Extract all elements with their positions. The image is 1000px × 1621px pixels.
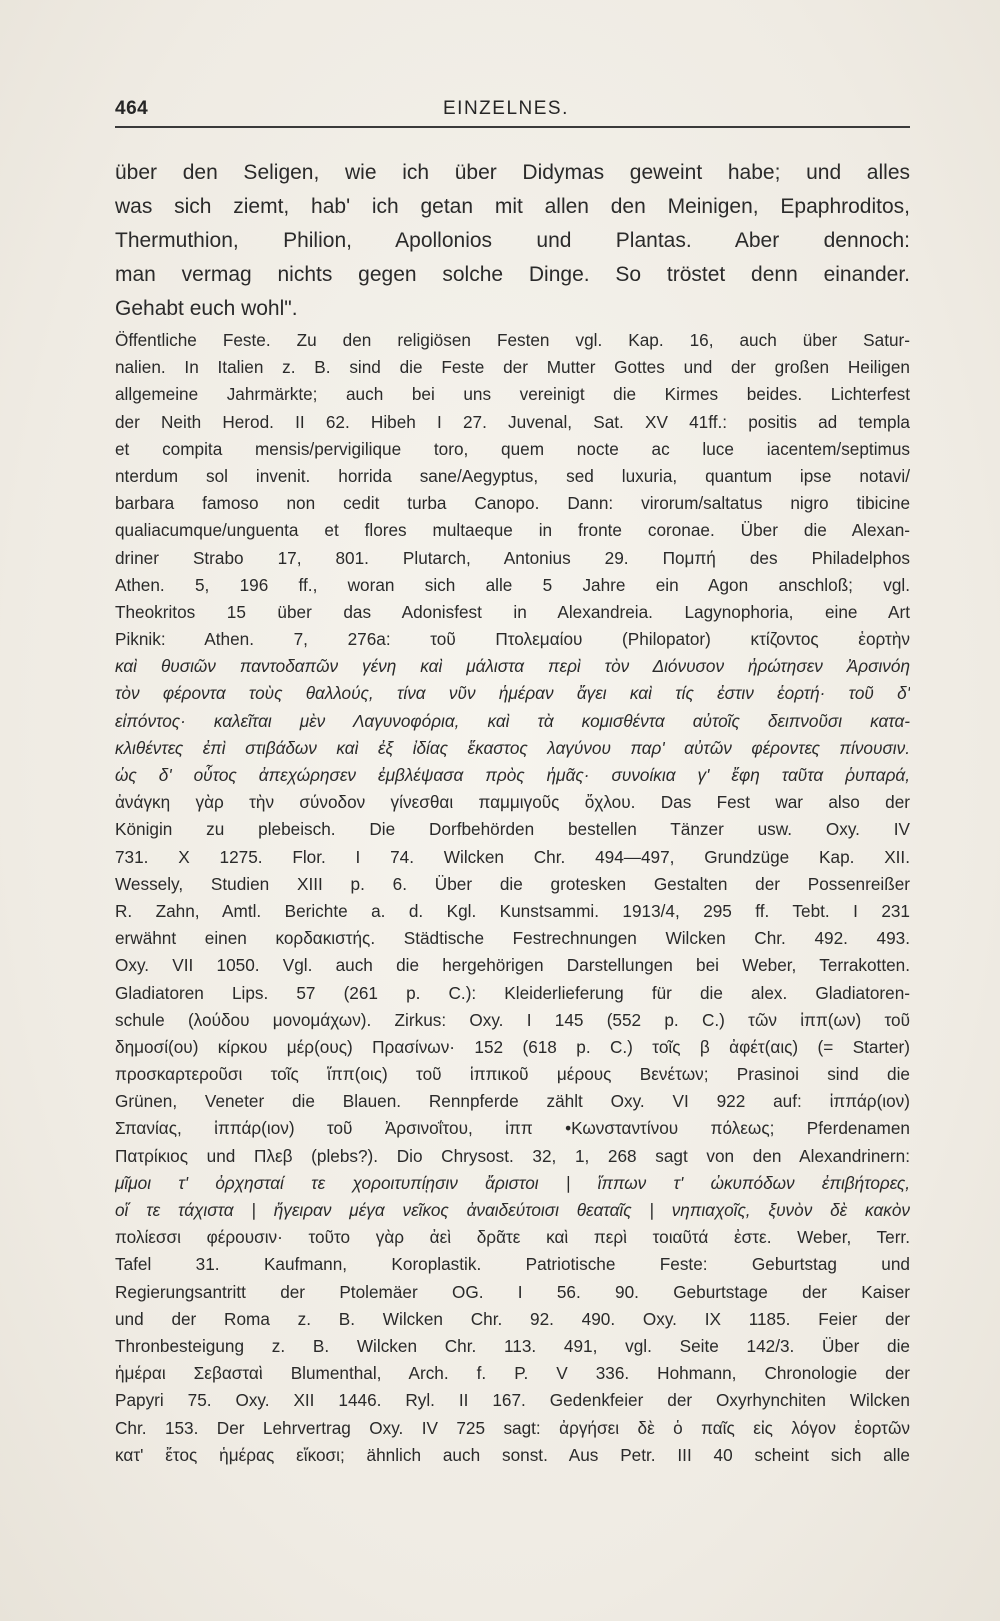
text-line: Σπανίας, ἱππάρ(ιον) τοῦ Ἀρσινοΐτου, ἱππ •Κωνσταντίνου πόλεως; Pferdenamen — [115, 1118, 910, 1139]
body-text — [115, 156, 910, 1469]
text-line: ἡμέραι Σεβασταὶ Blumenthal, Arch. f. P. V 336. Hohmann, Chronologie der — [115, 1363, 910, 1384]
text-line: Oxy. VII 1050. Vgl. auch die hergehörigen Darstellungen bei Weber, Terrakotten. — [115, 955, 910, 976]
text-line: ἀνάγκη γὰρ τὴν σύνοδον γίνεσθαι παμμιγοῦς ὄχλου. Das Fest war also der — [115, 792, 910, 813]
text-line: man vermag nichts gegen solche Dinge. So tröstet denn einander. — [115, 263, 910, 286]
text-line: προσκαρτεροῦσι τοῖς ἵππ(οις) τοῦ ἱππικοῦ μέρους Βενέτων; Prasinoi sind die — [115, 1064, 910, 1085]
text-line: driner Strabo 17, 801. Plutarch, Antonius 29. Πομπή des Philadelphos — [115, 547, 910, 568]
text-line: Grünen, Veneter die Blauen. Rennpferde zählt Oxy. VI 922 auf: ἱππάρ(ιον) — [115, 1091, 910, 1112]
text-line: erwähnt einen κορδακιστής. Städtische Festrechnungen Wilcken Chr. 492. 493. — [115, 928, 910, 949]
paragraph-2 — [115, 327, 910, 1469]
text-line: Piknik: Athen. 7, 276a: τοῦ Πτολεμαίου (Philopator) κτίζοντος ἑορτὴν — [115, 629, 910, 650]
text-line: der Neith Herod. II 62. Hibeh I 27. Juvenal, Sat. XV 41ff.: positis ad templa — [115, 411, 910, 432]
text-line: Königin zu plebeisch. Die Dorfbehörden bestellen Tänzer usw. Oxy. IV — [115, 819, 910, 840]
page-number: 464 — [115, 98, 149, 119]
text-line: Thronbesteigung z. B. Wilcken Chr. 113. 491, vgl. Seite 142/3. Über die — [115, 1335, 910, 1356]
text-line: R. Zahn, Amtl. Berichte a. d. Kgl. Kunstsammi. 1913/4, 295 ff. Tebt. I 231 — [115, 900, 910, 921]
greek-text-line: μῖμοι τ' ὀρχησταί τε χοροιτυπίῃσιν ἄριστοι | ἵππων τ' ὠκυπόδων ἐπιβήτορες, — [115, 1172, 910, 1193]
text-line: nterdum sol invenit. horrida sane/Aegyptus, sed luxuria, quantum ipse notavi/ — [115, 465, 910, 486]
text-line: allgemeine Jahrmärkte; auch bei uns vereinigt die Kirmes beides. Lichterfest — [115, 384, 910, 405]
text-line: Theokritos 15 über das Adonisfest in Alexandreia. Lagynophoria, eine Art — [115, 601, 910, 622]
greek-text-line: εἰπόντος· καλεῖται μὲν Λαγυνοφόρια, καὶ τὰ κομισθέντα αὐτοῖς δειπνοῦσι κατα- — [115, 710, 910, 731]
text-line: qualiacumque/unguenta et flores multaeque in fronte coronae. Über die Alexan- — [115, 520, 910, 541]
text-line: Athen. 5, 196 ff., woran sich alle 5 Jahre ein Agon anschloß; vgl. — [115, 574, 910, 595]
text-line: Wessely, Studien XIII p. 6. Über die grotesken Gestalten der Possenreißer — [115, 873, 910, 894]
text-line: über den Seligen, wie ich über Didymas geweint habe; und alles — [115, 161, 910, 184]
text-line: Tafel 31. Kaufmann, Koroplastik. Patriotische Feste: Geburtstag und — [115, 1254, 910, 1275]
text-line: barbara famoso non cedit turba Canopo. Dann: virorum/saltatus nigro tibicine — [115, 493, 910, 514]
paragraph-1 — [115, 156, 910, 326]
text-line: Thermuthion, Philion, Apollonios und Plantas. Aber dennoch: — [115, 229, 910, 252]
text-line: nalien. In Italien z. B. sind die Feste der Mutter Gottes und der großen Heiligen — [115, 357, 910, 378]
greek-text-line: τὸν φέροντα τοὺς θαλλούς, τίνα νῦν ἡμέραν ἄγει καὶ τίς ἐστιν ἑορτή· τοῦ δ' — [115, 683, 910, 704]
text-line: Regierungsantritt der Ptolemäer OG. I 56. 90. Geburtstage der Kaiser — [115, 1281, 910, 1302]
greek-text-line: οἵ τε τάχιστα | ἤγειραν μέγα νεῖκος ἀναιδεύτοισι θεαταῖς | νηπιαχοῖς, ξυνὸν δὲ κακὸν — [115, 1200, 910, 1220]
text-line: schule (λούδου μονομάχων). Zirkus: Oxy. I 145 (552 p. C.) τῶν ἱππ(ων) τοῦ — [115, 1009, 910, 1030]
greek-text-line: καὶ θυσιῶν παντοδαπῶν γένη καὶ μάλιστα περὶ τὸν Διόνυσον ἠρώτησεν Ἀρσινόη — [115, 656, 910, 677]
text-line: Gladiatoren Lips. 57 (261 p. C.): Kleiderlieferung für die alex. Gladiatoren- — [115, 982, 910, 1003]
section-heading-line: Öffentliche Feste. Zu den religiösen Festen vgl. Kap. 16, auch über Satur- — [115, 330, 910, 350]
header-rule — [115, 126, 910, 128]
text-line: 731. X 1275. Flor. I 74. Wilcken Chr. 494—497, Grundzüge Kap. XII. — [115, 846, 910, 867]
text-line: δημοσί(ου) κίρκου μέρ(ους) Πρασίνων· 152 (618 p. C.) τοῖς β ἀφέτ(αις) (= Starter) — [115, 1036, 910, 1057]
text-line: πολίεσσι φέρουσιν· τοῦτο γὰρ ἀεὶ δρᾶτε καὶ περὶ τοιαῦτά ἐστε. Weber, Terr. — [115, 1227, 910, 1248]
text-line: Gehabt euch wohl". — [115, 297, 298, 320]
running-head: EINZELNES. — [443, 98, 569, 119]
greek-text-line: ὡς δ' οὗτος ἀπεχώρησεν ἐμβλέψασα πρὸς ἡμᾶς· συνοίκια γ' ἔφη ταῦτα ῥυπαρά, — [115, 765, 910, 785]
text-line: Papyri 75. Oxy. XII 1446. Ryl. II 167. Gedenkfeier der Oxyrhynchiten Wilcken — [115, 1390, 910, 1411]
text-line: und der Roma z. B. Wilcken Chr. 92. 490. Oxy. IX 1185. Feier der — [115, 1308, 910, 1329]
page-header — [115, 98, 910, 130]
text-line: Chr. 153. Der Lehrvertrag Oxy. IV 725 sagt: ἀργήσει δὲ ὁ παῖς εἰς λόγον ἑορτῶν — [115, 1417, 910, 1438]
text-line: κατ' ἔτος ἡμέρας εἴκοσι; ähnlich auch sonst. Aus Petr. III 40 scheint sich alle — [115, 1444, 910, 1465]
text-line: Πατρίκιος und Πλεβ (plebs?). Dio Chrysost. 32, 1, 268 sagt von den Alexandrinern: — [115, 1145, 910, 1166]
greek-text-line: κλιθέντες ἐπὶ στιβάδων καὶ ἐξ ἰδίας ἕκαστος λαγύνου παρ' αὐτῶν φέροντες πίνουσιν. — [115, 737, 910, 758]
text-line: was sich ziemt, hab' ich getan mit allen den Meinigen, Epaphroditos, — [115, 195, 910, 218]
text-line: et compita mensis/pervigilique toro, quem nocte ac luce iacentem/septimus — [115, 438, 910, 459]
